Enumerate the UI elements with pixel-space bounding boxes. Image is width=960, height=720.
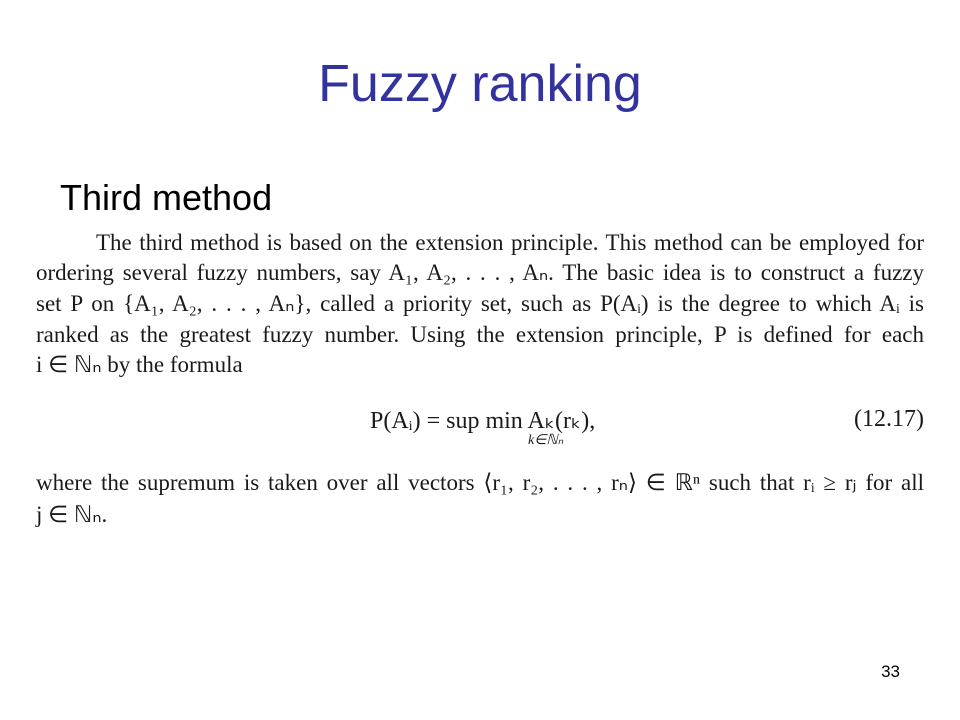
- formula-subscript: k∈ℕₙ: [528, 433, 564, 448]
- excerpt-line-5: i ∈ ℕₙ by the formula: [36, 352, 243, 377]
- formula-12-17: P(Aᵢ) = sup min Aₖ(rₖ),: [370, 408, 596, 434]
- excerpt-line-4: ranked as the greatest fuzzy number. Using the extension principle, P is defined for each: [36, 322, 924, 347]
- excerpt-line-3: set P on {A₁, A₂, . . . , Aₙ}, called a priority set, such as P(Aᵢ) is the degree to which Aᵢ is: [36, 291, 924, 316]
- page-number: 33: [881, 662, 900, 681]
- excerpt-line-1: The third method is based on the extension principle. This method can be employed for: [96, 230, 924, 255]
- textbook-excerpt: [36, 228, 926, 548]
- section-subtitle: Third method: [60, 177, 273, 218]
- excerpt-line-6: where the supremum is taken over all vectors ⟨r₁, r₂, . . . , rₙ⟩ ∈ ℝⁿ such that rᵢ ≥ rⱼ for all: [36, 470, 924, 495]
- slide-title: Fuzzy ranking: [318, 55, 642, 113]
- excerpt-line-2: ordering several fuzzy numbers, say A₁, A₂, . . . , Aₙ. The basic idea is to construct a fuzzy: [36, 260, 924, 285]
- excerpt-line-7: j ∈ ℕₙ.: [36, 502, 108, 527]
- equation-number: (12.17): [854, 406, 924, 432]
